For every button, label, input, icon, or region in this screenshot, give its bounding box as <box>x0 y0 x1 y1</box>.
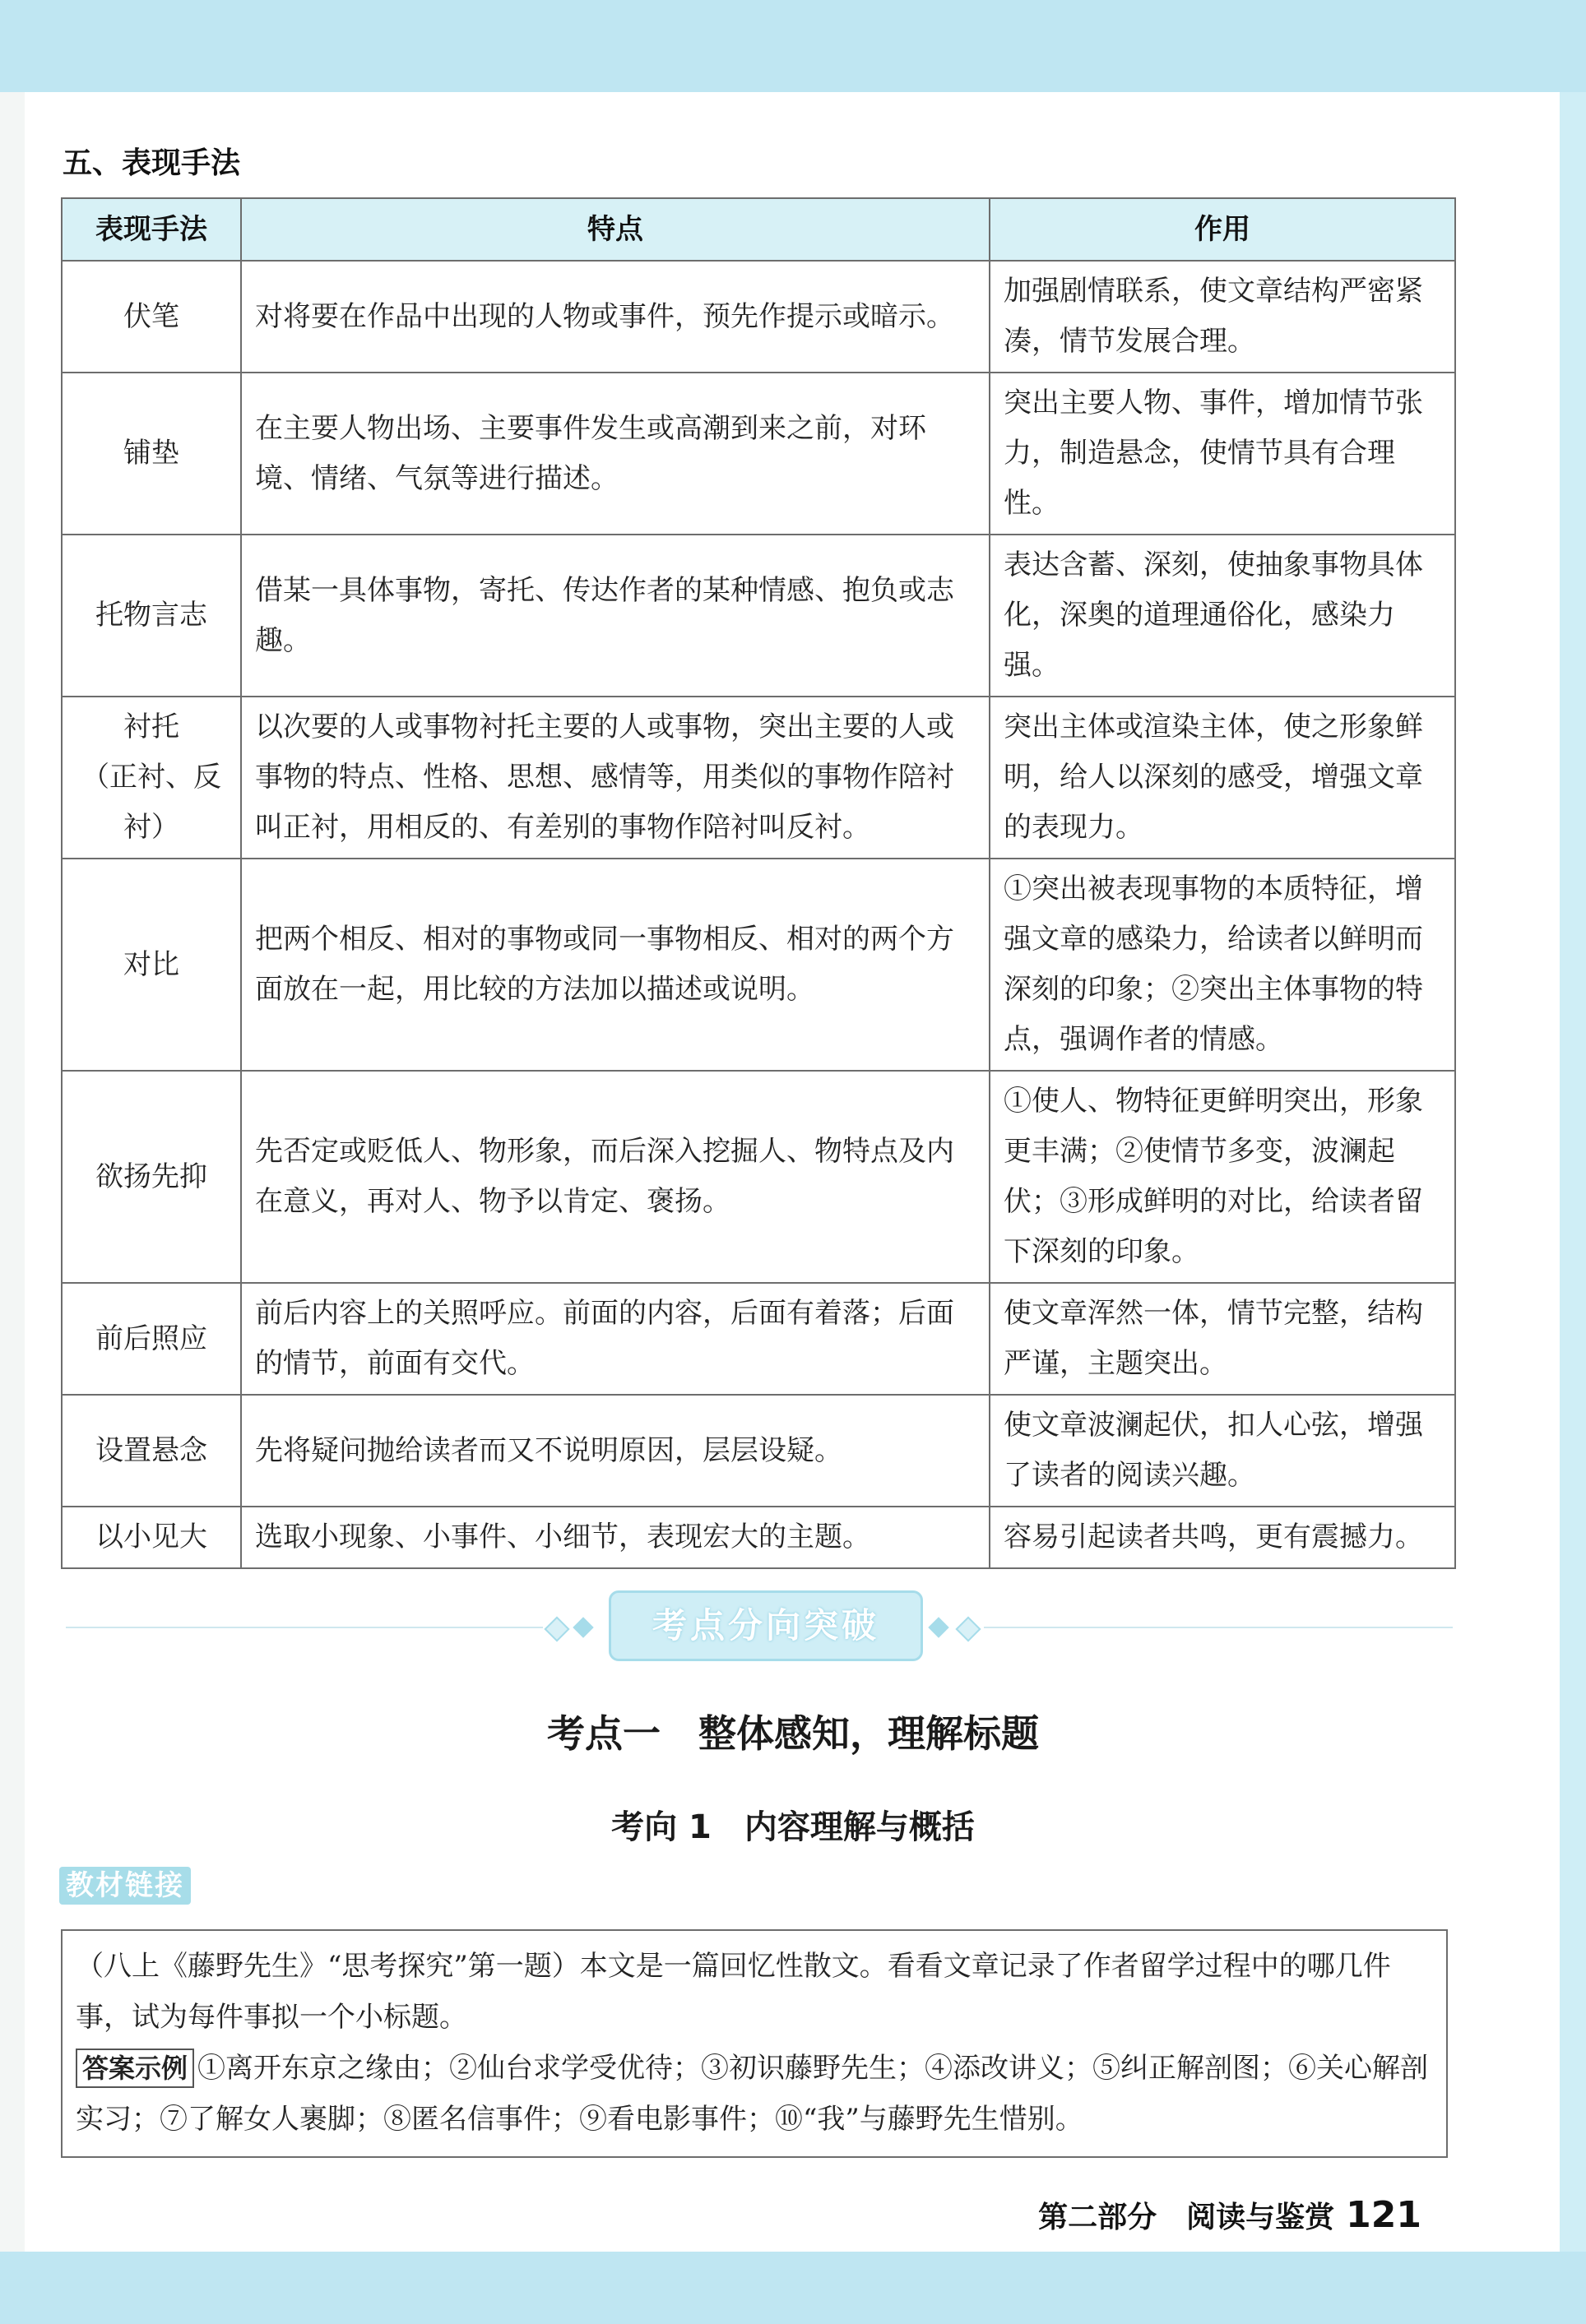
technique-feature: 把两个相反、相对的事物或同一事物相反、相对的两个方面放在一起，用比较的方法加以描述或说明。 <box>241 859 990 1071</box>
technique-feature: 先将疑问抛给读者而又不说明原因，层层设疑。 <box>241 1395 990 1507</box>
table-row <box>62 859 1455 1071</box>
table-row <box>62 535 1455 697</box>
answer-label: 答案示例 <box>76 2049 194 2088</box>
technique-name-main: 衬托 <box>123 711 179 743</box>
technique-feature: 在主要人物出场、主要事件发生或高潮到来之前，对环境、情绪、气氛等进行描述。 <box>241 373 990 535</box>
technique-name: 欲扬先抑 <box>62 1071 241 1283</box>
page-footer <box>1038 2194 1421 2236</box>
section-title: 五、表现手法 <box>63 146 241 180</box>
section-banner-text: 考点分向突破 <box>652 1605 879 1646</box>
header-technique: 表现手法 <box>62 198 241 261</box>
technique-feature: 对将要在作品中出现的人物或事件，预先作提示或暗示。 <box>241 261 990 373</box>
technique-name: 托物言志 <box>62 535 241 697</box>
table-row <box>62 373 1455 535</box>
question-box <box>61 1929 1448 2158</box>
header-feature: 特点 <box>241 198 990 261</box>
table-row <box>62 1507 1455 1568</box>
section-banner <box>609 1590 923 1661</box>
table-row <box>62 261 1455 373</box>
technique-name: 铺垫 <box>62 373 241 535</box>
technique-effect: ①突出被表现事物的本质特征，增强文章的感染力，给读者以鲜明而深刻的印象；②突出主体事物的特点，强调作者的情感。 <box>990 859 1455 1071</box>
technique-effect: 容易引起读者共鸣，更有震撼力。 <box>990 1507 1455 1568</box>
table-row <box>62 1395 1455 1507</box>
answer-text: ①离开东京之缘由；②仙台求学受优待；③初识藤野先生；④添改讲义；⑤纠正解剖图；⑥关心解剖实习；⑦了解女人裹脚；⑧匿名信事件；⑨看电影事件；⑩“我”与藤野先生惜别。 <box>76 2052 1429 2136</box>
textbook-link-tag: 教材链接 <box>59 1867 191 1905</box>
right-edge-band <box>1560 92 1586 2252</box>
technique-feature: 借某一具体事物，寄托、传达作者的某种情感、抱负或志趣。 <box>241 535 990 697</box>
technique-name <box>62 697 241 859</box>
question-text: （八上《藤野先生》“思考探究”第一题）本文是一篇回忆性散文。看看文章记录了作者留学过程中的哪几件事，试为每件事拟一个小标题。 <box>76 1950 1391 2034</box>
top-color-band <box>0 0 1586 92</box>
table-row <box>62 1071 1455 1283</box>
technique-effect: 使文章浑然一体，情节完整，结构严谨，主题突出。 <box>990 1283 1455 1395</box>
technique-effect: 突出主体或渲染主体，使之形象鲜明，给人以深刻的感受，增强文章的表现力。 <box>990 697 1455 859</box>
technique-name: 以小见大 <box>62 1507 241 1568</box>
technique-effect: 使文章波澜起伏，扣人心弦，增强了读者的阅读兴趣。 <box>990 1395 1455 1507</box>
technique-effect: ①使人、物特征更鲜明突出，形象更丰满；②使情节多变，波澜起伏；③形成鲜明的对比，给读者留下深刻的印象。 <box>990 1071 1455 1283</box>
bottom-color-band <box>0 2252 1586 2324</box>
technique-effect: 突出主要人物、事件，增加情节张力，制造悬念，使情节具有合理性。 <box>990 373 1455 535</box>
header-effect: 作用 <box>990 198 1455 261</box>
page-number: 121 <box>1346 2194 1421 2236</box>
table-row <box>62 1283 1455 1395</box>
banner-divider-right <box>984 1627 1453 1628</box>
footer-part: 第二部分 阅读与鉴赏 <box>1038 2201 1335 2234</box>
technique-effect: 表达含蓄、深刻，使抽象事物具体化，深奥的道理通俗化，感染力强。 <box>990 535 1455 697</box>
exam-point-heading: 考点一 整体感知，理解标题 <box>547 1711 1039 1756</box>
answer-paragraph <box>76 2043 1433 2145</box>
exam-direction-heading: 考向 1 内容理解与概括 <box>611 1808 975 1846</box>
table-row <box>62 697 1455 859</box>
technique-name: 对比 <box>62 859 241 1071</box>
technique-name: 伏笔 <box>62 261 241 373</box>
technique-feature: 以次要的人或事物衬托主要的人或事物，突出主要的人或事物的特点、性格、思想、感情等，用类似的事物作陪衬叫正衬，用相反的、有差别的事物作陪衬叫反衬。 <box>241 697 990 859</box>
technique-name: 设置悬念 <box>62 1395 241 1507</box>
technique-name-sub: （正衬、反衬） <box>81 761 221 844</box>
banner-divider-left <box>66 1627 543 1628</box>
technique-effect: 加强剧情联系，使文章结构严密紧凑，情节发展合理。 <box>990 261 1455 373</box>
technique-name: 前后照应 <box>62 1283 241 1395</box>
techniques-table <box>61 197 1456 1569</box>
table-header-row <box>62 198 1455 261</box>
technique-feature: 前后内容上的关照呼应。前面的内容，后面有着落；后面的情节，前面有交代。 <box>241 1283 990 1395</box>
technique-feature: 选取小现象、小事件、小细节，表现宏大的主题。 <box>241 1507 990 1568</box>
technique-feature: 先否定或贬低人、物形象，而后深入挖掘人、物特点及内在意义，再对人、物予以肯定、褒扬。 <box>241 1071 990 1283</box>
